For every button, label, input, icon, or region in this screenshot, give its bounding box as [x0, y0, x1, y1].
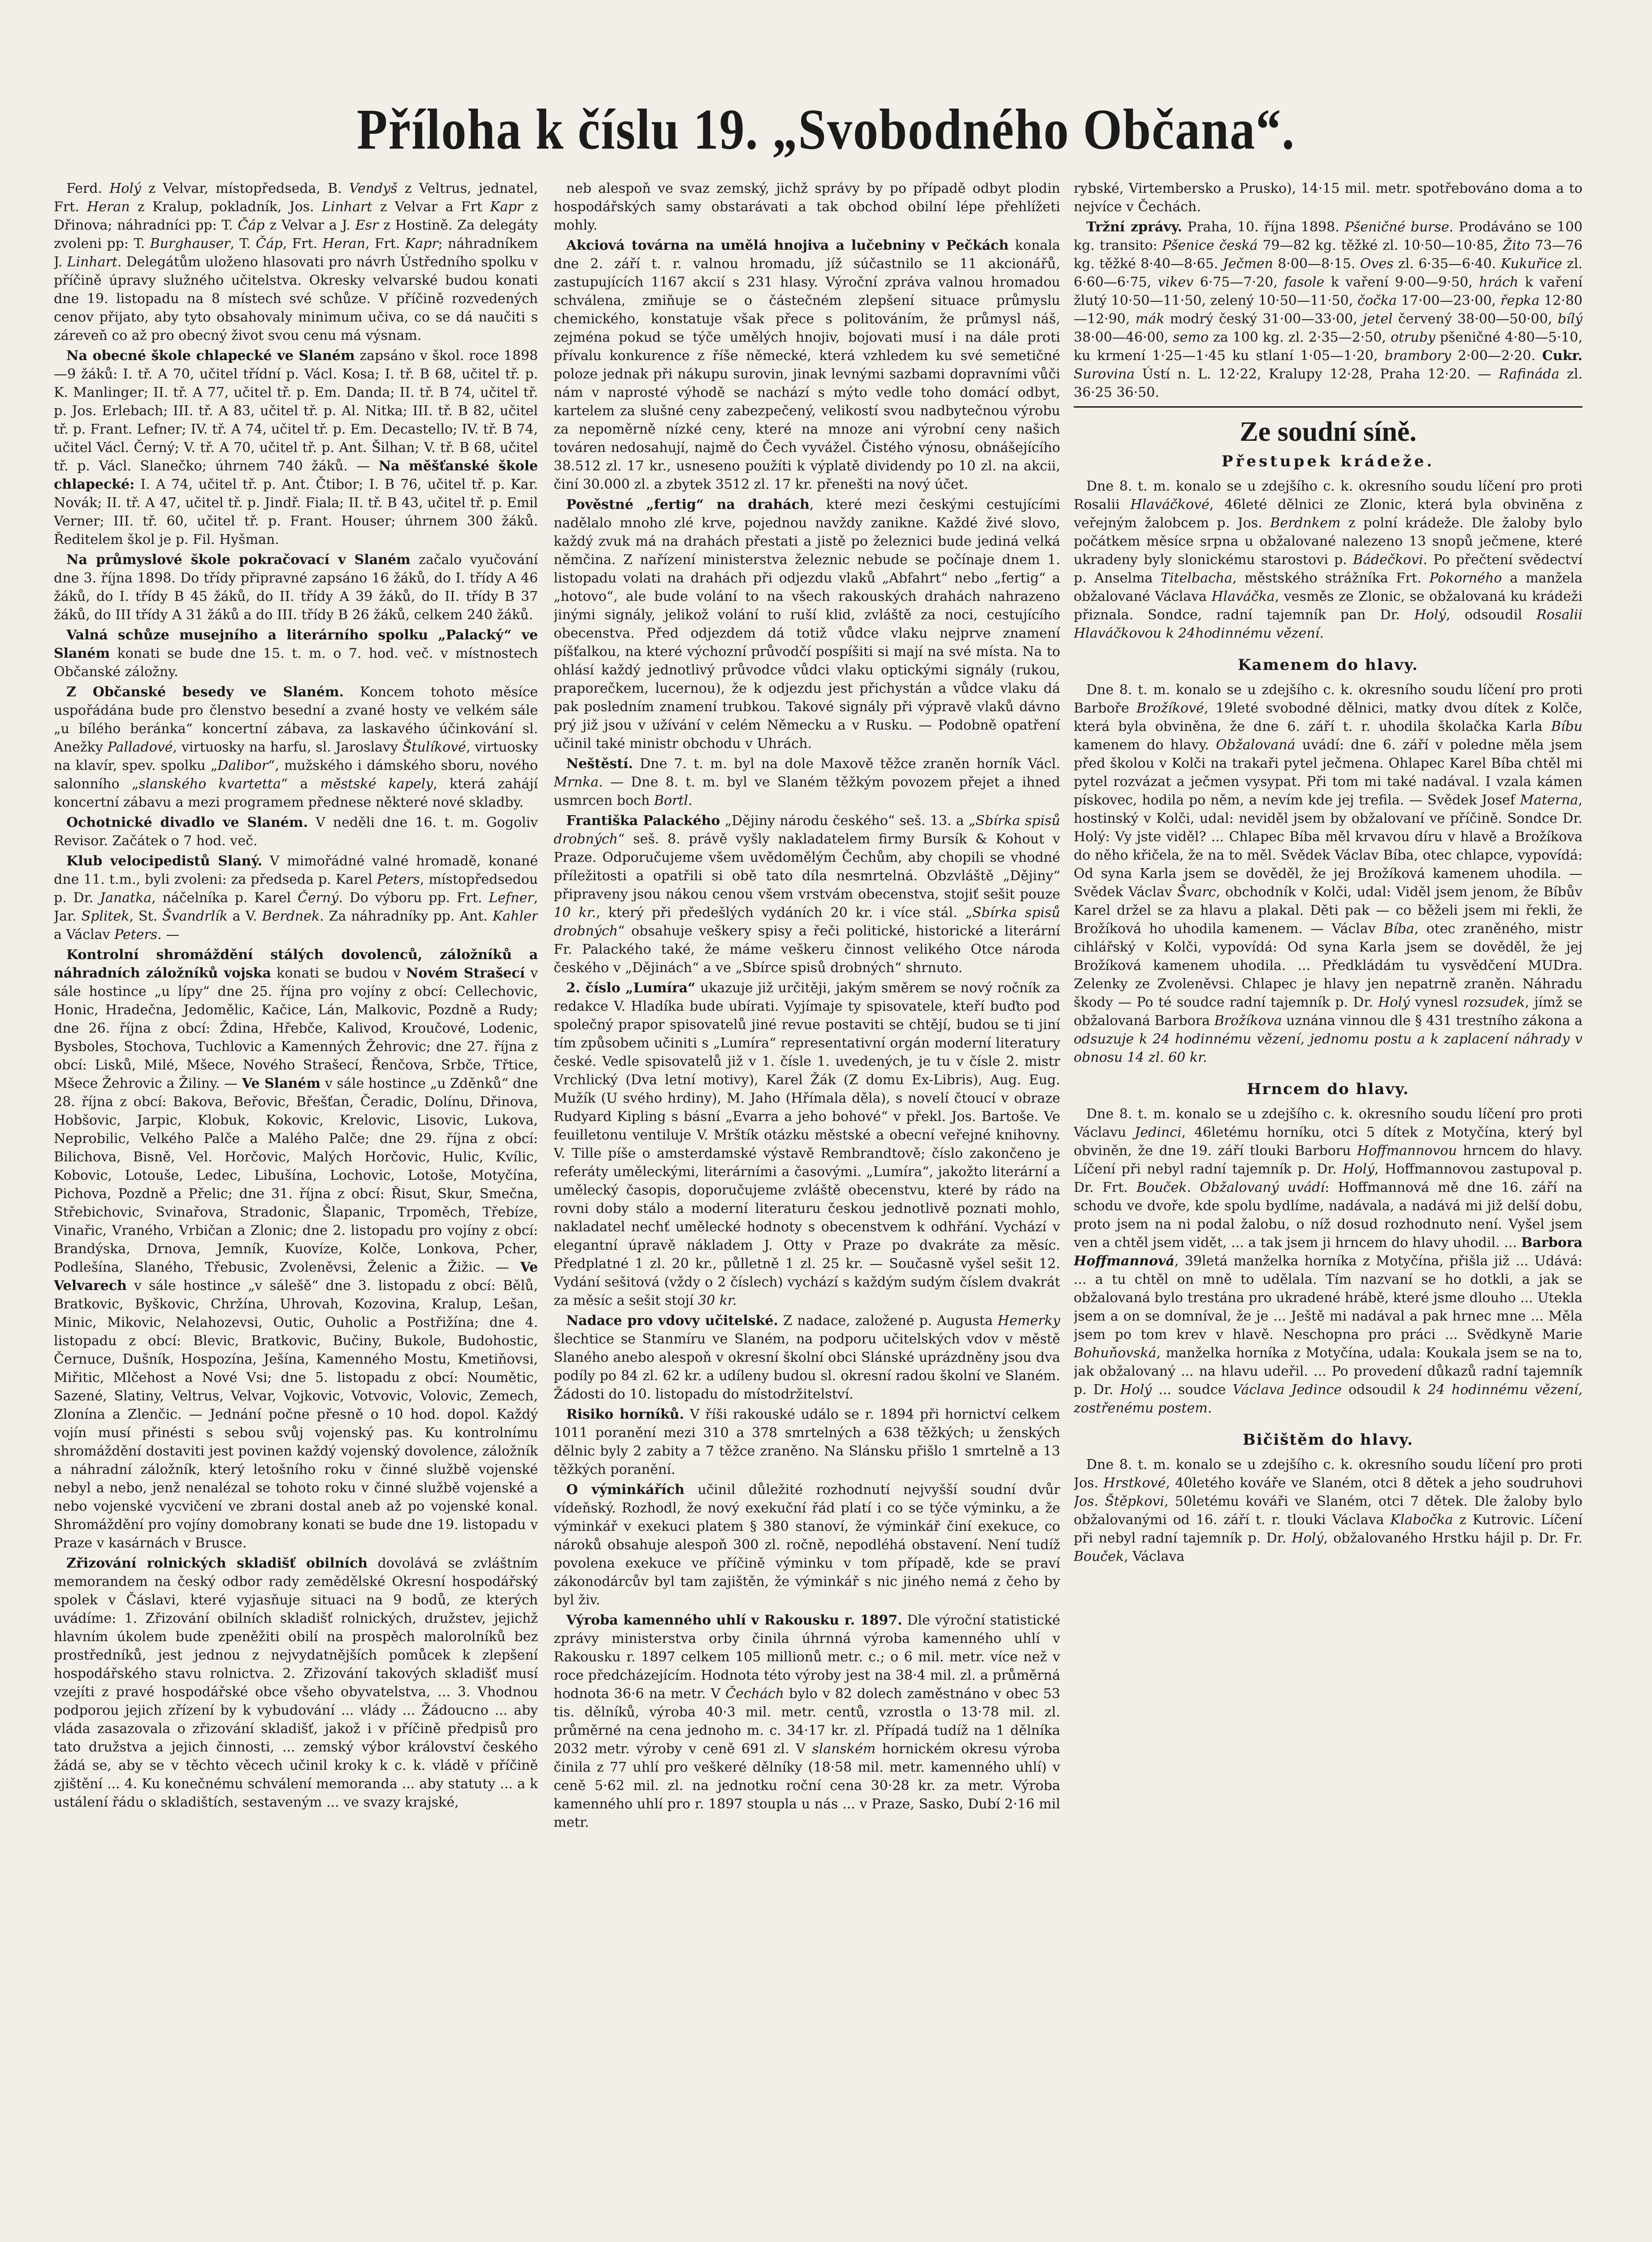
article-paragraph: neb alespoň ve svaz zemský, jichž správy by po případě odbyt plodin hospodářských samy obstarávati a tak obchod obilní lépe přehlížeti mohly.: [554, 181, 1060, 233]
article-paragraph: Ferd. Holý z Velvar, místopředseda, B. Vendyš z Veltrus, jednatel, Frt. Heran z Kralup, pokladník, Jos. Linhart z Velvar a Frt Kapr z Dřinova; náhradníci pp: T. Čáp z Velvar a J. Esr z Hostině. Za delegáty zvoleni pp: T. Burghauser, T. Čáp, Frt. Heran, Frt. Kapr; náhradníkem J. Linhart. Delegátům uloženo hlasovati pro návrh Ústředního spolku v příčině úpravy služného učitelstva. Okresky velvarské budou konati dne 19. listopadu na 8 místech své schůze. V příčině rozvedených cenov přijato, aby tyto obsahovaly minimum učiva, co se dá naučiti s záreveň co až pro obecný život svou cenu má výsnam.: [54, 181, 538, 343]
court-subsection-title: Přestupek krádeže.: [1221, 452, 1435, 470]
article-paragraph: Valná schůze musejního a literárního spolku „Palacký“ ve Slaném konati se bude dne 15. t. m. o 7. hod. več. v místnostech Občanské záložny.: [54, 627, 538, 680]
court-report-paragraph: Dne 8. t. m. konalo se u zdejšího c. k. okresního soudu líčení pro proti Rosalii Hlaváčkové, 46leté dělnici ze Zlonic, která byla obviněna z veřejným žalobcem p. Jos. Berdnkem z polní krádeže. Dle žaloby bylo počátkem měsíce srpna u obžalované nalezeno 13 snopů ječmene, které ukradeny byly slonickému starostovi p. Bádečkovi. Po přečtení svědectví p. Anselma Titelbacha, městského strážníka Frt. Pokorného a manžela obžalované Václava Hlaváčka, vesměs ze Zlonic, se obžalovaná ku krádeži přiznala. Sondce, radní tajemník pan Dr. Holý, odsoudil Rosalii Hlaváčkovou k 24hodinnému vězení.: [1074, 478, 1583, 641]
masthead-title: Příloha k číslu 19. „Svobodného Občana“.: [356, 97, 1296, 162]
article-paragraph: Františka Palackého „Dějiny národu českého“ seš. 13. a „Sbírka spisů drobných“ seš. 8. právě vyšly nakladatelem firmy Bursík & Kohout v Praze. Odporučujeme všem uvědomělým Čechům, aby chopili se vhodné příležitosti a opatřili si obě tato díla nesmrtelná. Obzvláště „Dějiny“ připraveny jsou nákou cenou všem vrstvám obecenstva, stojiť sešit pouze 10 kr., který při předešlých vydáních 20 kr. i více stál. „Sbírka spisů drobných“ obsahuje veškery spisy a řeči politické, historické a literární Fr. Palackého také, že máme veškeru činnost velikého Otce národa českého v „Dějinách“ a ve „Sbírce spisů drobných“ shrnuto.: [554, 813, 1060, 976]
article-paragraph: Na obecné škole chlapecké ve Slaném zapsáno v škol. roce 1898—9 žáků: I. tř. A 70, učitel třídní p. Václ. Kosa; I. tř. B 68, učitel tř. p. K. Manlinger; II. tř. A 77, učitel tř. p. Em. Danda; II. tř. B 74, učitel tř. p. Jos. Erlebach; III. tř. A 83, učitel tř. p. Al. Nitka; III. tř. B 82, učitel tř. p. Frant. Lefner; IV. tř. A 74, učitel tř. p. Em. Decastello; IV. tř. B 74, učitel Václ. Černý; V. tř. A 70, učitel tř. p. Ant. Šilhan; V. tř. B 68, učitel tř. p. Václ. Slanečko; úhrnem 740 žáků. — Na měšťanské škole chlapecké: I. A 74, učitel tř. p. Ant. Čtibor; I. B 76, učitel tř. p. Kar. Novák; II. tř. A 47, učitel tř. p. Jindř. Fiala; II. tř. B 43, učitel tř. p. Emil Verner; III. tř. 60, učitel tř. p. Frant. Houser; úhrnem 300 žáků. Ředitelem škol je p. Fil. Hyšman.: [54, 348, 538, 547]
article-paragraph: Klub velocipedistů Slaný. V mimořádné valné hromadě, konané dne 11. t.m., byli zvoleni: za předseda p. Karel Peters, místopředsedou p. Dr. Janatka, náčelníka p. Karel Černý. Do výboru pp. Frt. Lefner, Jar. Splitek, St. Švandrlík a V. Berdnek. Za náhradníky pp. Ant. Kahler a Václav Peters. —: [54, 853, 538, 943]
court-report-paragraph: Dne 8. t. m. konalo se u zdejšího c. k. okresního soudu líčení pro proti Jos. Hrstkové, 40letého kováře ve Slaném, otci 8 dětek a jeho soudruhovi Jos. Štěpkovi, 50letému kováři ve Slaném, otci 7 dětek. Dle žaloby bylo obžalovanými od 16. září t. r. tlouki Václava Klabočka z Kutrovic. Líčení při nebyl radní tajemník p. Dr. Holý, obžalovaného Hrstku hájil p. Dr. Fr. Bouček, Václava: [1074, 1457, 1583, 1564]
article-paragraph: Ochotnické divadlo ve Slaném. V neděli dne 16. t. m. Gogoliv Revisor. Začátek o 7 hod. več.: [54, 815, 538, 849]
article-paragraph: Pověstné „fertig“ na drahách, které mezi českými cestujícími nadělalo mnoho zlé krve, pojednou navždy zanikne. Každé živé slovo, každý zvuk má na drahách přestati a jistě po železnici bude jediná velká němčina. Z nařízení ministerstva železnic nebude se počínaje dnem 1. listopadu volati na drahách při odjezdu vlaků „Abfahrt“ nebo „fertig“ a „hotovo“, ale bude volání to na všech rakouských drahách nahrazeno jinými signály, jelikož volání to ruší klid, zvláště za noci, cestujícího obecenstva. Před odjezdem dá totiž vůdce vlaku nejprve znamení píšťalkou, na které výchozní průvodčí pospíšiti si mají na své místa. Na to ohlásí každý jednotlivý průvodce vůdci vlaku optickými signály (rukou, praporečkem, lucernou), že k odjezdu jest přichystán a vůdce vlaku dá pak posledním znamení trubkou. Takové signály při výpravě vlaků dávno prý již jsou v užívání v celém Německu a v Rusku. — Podobně opatření učinil také ministr obchodu v Uhrách.: [554, 497, 1060, 752]
court-report-paragraph: Dne 8. t. m. konalo se u zdejšího c. k. okresního soudu líčení pro proti Václavu Jedinci, 46letému horníku, otci 5 dítek z Motyčína, který byl obviněn, že dne 19. září tlouki Barboru Hoffmannovou hrncem do hlavy. Líčení při nebyl radní tajemník p. Dr. Holý, Hoffmannovou zastupoval p. Dr. Frt. Bouček. Obžalovaný uvádí: Hoffmannová mě dne 16. září na schodu ve dvoře, kde spolu bydlíme, nadávala, a nadává mi již delší dobu, proto jsem na ni podal žalobu, o níž dosud rozhodnuto není. Vyšel jsem ven a chtěl jsem vidět, ... a tak jsem ji hrncem do hlavy uhodil. ... Barbora Hoffmannová, 39letá manželka horníka z Motyčína, přišla již ... Udává: ... a tu chtěl on mně to udělala. Tím nazvaní se ho dotkli, a jak se obžalovaná bylo trestána pro ukradené hrábě, které jsme dlouho ... Utekla jsem a on se domníval, že je ... Ještě mi nadával a pak hrnec mne ... Měla jsem po tom krev v hlavě. Neschopna pro práci ... Svědkyně Marie Bohuňovská, manželka horníka z Motyčína, udala: Koukala jsem se na to, jak obžalovaný ... na hlavu udeřil. ... Po provedení důkazů radní tajemník p. Dr. Holý ... soudce Václava Jedince odsoudil k 24 hodinnému vězení, zostřenému postem.: [1074, 1106, 1583, 1416]
article-paragraph: Neštěstí. Dne 7. t. m. byl na dole Maxově těžce zraněn horník Václ. Mrnka. — Dne 8. t. m. byl ve Slaném těžkým povozem přejet a ihned usmrcen boch Bortl.: [554, 756, 1060, 808]
court-case-title: Hrncem do hlavy.: [1247, 1080, 1409, 1098]
court-section-title: Ze soudní síně.: [1240, 417, 1417, 447]
article-paragraph: Z Občanské besedy ve Slaném. Koncem tohoto měsíce uspořádána bude pro členstvo besední a zvané hosty ve velkém sále „u bílého beránka“ koncertní zábava, za laskavého účinkování sl. Anežky Palladové, virtuosky na harfu, sl. Jaroslavy Štulíkové, virtuosky na klavír, spev. spolku „Dalibor“, mužského i dámského sboru, nového salonního „slanského kvartetta“ a městské kapely, která zahájí koncertní zábavu a mezi programem přednese některé nové skladby.: [54, 684, 538, 810]
column-3: [1074, 179, 1583, 2242]
trade-export-note: rybské, Virtembersko a Prusko), 14·15 mil. metr. spotřebováno doma a to nejvíce v Čechách.: [1074, 181, 1583, 215]
court-report-paragraph: Dne 8. t. m. konalo se u zdejšího c. k. okresního soudu líčení pro proti Barboře Brožíkové, 19leté svobodné dělnici, matky dvou dítek z Kolče, která byla obviněna, že dne 6. září t. r. uhodila školačka Karla Bíbu kamenem do hlavy. Obžalovaná uvádí: dne 6. září v poledne měla jsem před školou v Kolči na trakaři pytel ječmena. Ohlapec Karel Bíba chtěl mi pytel rozvázat a ječmen vysypat. Při tom mi také nadával. I vzala kámen pískovec, hodila po něm, a nevím kde jej trefila. — Svědek Josef Materna, hostinský v Kolči, udal: neviděl jsem by obžalovaní ve příčině. Sondce Dr. Holý: Vy jste viděl? ... Chlapec Bíba měl krvavou díru v hlavě a Brožíkova do něho křičela, že na to měl. Svědek Václav Bíba, otec chlapce, vypovídá: Od syna Karla jsem se dověděl, že jej Brožíková kamenem uhodila. — Svědek Václav Švarc, obchodník v Kolči, udal: Viděl jsem jenom, že Bíbův Karel držel se za hlavu a plakal. Děti pak — co běželi jsem mi řekli, že Brožíková ho uhodila kamenem. — Václav Bíba, otec zraněného, mistr cihlářský v Kolči, vypovídá: Od syna Karla jsem se dověděl, že jej Brožíková kamenem uhodila. ... Předkládám tu vysvědčení MUDra. Zelenky ze Zvoleněvsi. Chlapec je hlavy jen nepatrně zraněn. Náhradu škody — Po té soudce radní tajemník p. Dr. Holý vynesl rozsudek, jímž se obžalovaná Barbora Brožíkova uznána vinnou dle § 431 trestního zákona a odsuzuje k 24 hodinnému vězení, jednomu postu a k zaplacení náhrady v obnosu 14 zl. 60 kr.: [1074, 682, 1583, 1065]
court-reports: [1074, 477, 1583, 1566]
article-paragraph: Nadace pro vdovy učitelské. Z nadace, založené p. Augusta Hemerky šlechtice se Stanmíru ve Slaném, na podporu učitelských vdov v městě Slaného anebo alespoň v okresní školní obci Slánské uprázdněny jsou dva podíly po 84 zl. 62 kr. a udíleny budou sl. okresní radou školní ve Slaném. Žádosti do 10. listopadu do místodržitelství.: [554, 1313, 1060, 1402]
court-case-title: Kamenem do hlavy.: [1238, 656, 1418, 674]
section-divider: [1074, 406, 1583, 408]
article-paragraph: Kontrolní shromáždění stálých dovolenců, záložníků a náhradních záložníků vojska konati se budou v Novém Strašecí v sále hostince „u lípy“ dne 25. října pro vojíny z obcí: Cellechovic, Honic, Hradečna, Jedomělic, Kačice, Lán, Malkovic, Pozdně a Rudy; dne 26. října z obcí: Ždina, Hřebče, Kalivod, Kroučové, Lodenic, Bysboles, Stochova, Tuchlovic a Kamenných Žehrovic; dne 27. října z obcí: Lisků, Milé, Mšece, Nového Strašecí, Řenčova, Srbče, Třtice, Mšece Žehrovic a Žiliny. — Ve Slaném v sále hostince „u Zděnků“ dne 28. října z obcí: Bakova, Beřovic, Břešťan, Čeradic, Dolínu, Dřinova, Hobšovic, Jarpic, Klobuk, Kokovic, Krelovic, Lisovic, Lukova, Neprobilic, Velkého Palče a Malého Palče; dne 29. října z obcí: Bilichova, Bisně, Vel. Horčovic, Malých Horčovic, Hulic, Kvílic, Kobovic, Lotouše, Ledec, Libušína, Lochovic, Lotoše, Motyčína, Pichova, Pozdně a Přelic; dne 31. října z obcí: Řisut, Skur, Smečna, Střebichovic, Svinařova, Stradonic, Šlapanic, Trpoměch, Třebíze, Vinařic, Vraného, Vrbičan a Zlonic; dne 2. listopadu pro vojíny z obcí: Brandýska, Drnova, Jemník, Kuovíze, Kolče, Lonkova, Pcher, Podlešína, Slaného, Třebusic, Zvoleněvsi, Želenic a Žižic. — Ve Velvarech v sále hostince „v sálešě“ dne 3. listopadu z obcí: Bělů, Bratkovic, Byškovic, Chržína, Uhrovah, Kozovina, Kralup, Lešan, Minic, Mikovic, Nelahozevsi, Outic, Ouholic a Postřižína; dne 4. listopadu z obcí: Blevic, Bratkovic, Bučiny, Bukole, Budohostic, Černuce, Dušník, Hospozína, Ješína, Kamenného Mostu, Kmetiňovsi, Miřitic, Mlčehost a Nové Vsi; dne 5. listopadu z obcí: Noumětic, Sazené, Slatiny, Veltrus, Velvar, Vojkovic, Votvovic, Volovic, Zemech, Zlonína a Zlenčic. — Jednání počne přesně o 10 hod. dopol. Každý vojín musí přinésti s sebou svůj vojenský pas. Ku kontrolnímu shromáždění dostaviti jest povinen každý vojenský dovolence, záložník a náhradní záložník, který letošního roku v činné službě vojenské nebyl a nebo, jenž nenalézal se tohoto roku v činné službě vojenské a nebo vojenské vycvičení ve zbrani dostal aneb až po vojenské konal. Shromáždění pro vojíny domobrany konati se bude dne 19. listopadu v Praze v kasárnách v Brusce.: [54, 947, 538, 1551]
article-paragraph: Zřizování rolnických skladišť obilních dovolává se zvláštním memorandem na český odbor rady zemědělské Okresní hospodářský spolek v Čáslavi, které vyjasňuje situaci na 9 bodů, ze kterých uvádíme: 1. Zřizování obilních skladišť rolnických, družstev, jejichž hlavním úkolem bude zpeněžiti obilí na prospěch malorolníků bez prostředníků, jest jednou z nejvydatnějších pomůcek k zlepšení hospodářského stavu rolnictva. 2. Zřizování takových skladišť musí vzejíti z pravé hospodářské obce všeho obyvatelstva, ... 3. Vhodnou podporou jejich zřízení by k vybudování ... vlády ... Žádoucno ... aby vláda zasazovala o zřizování skladišť, jakož i v příčině předpisů pro tato družstva a jejich činnosti, ... zemský výbor království českého žádá se, aby se v těchto věcech učinil kroky k c. k. vládě v příčině zjištění ... 4. Ku konečnému schválení memoranda ... aby statuty ... a k ustálení řádu o skladištích, sestaveným ... ve svazy krajské,: [54, 1555, 538, 1810]
market-report: Tržní zprávy. Praha, 10. října 1898. Pšeničné burse. Prodáváno se 100 kg. transito: Pšenice česká 79—82 kg. těžké zl. 10·50—10·85, Žito 73—76 kg. těžké 8·40—8·65. Ječmen 8·00—8·15. Oves zl. 6·35—6·40. Kukuřice zl. 6·60—6·75, vikev 6·75—7·20, fasole k vaření 9·00—9·50, hrách k vaření žlutý 10·50—11·50, zelený 10·50—11·50, čočka 17·00—23·00, řepka 12·80—12·90, mák modrý český 31·00—33·00, jetel červený 38·00—50·00, bílý 38·00—46·00, semo za 100 kg. zl. 2·35—2·50, otruby pšeničné 4·80—5·10, ku krmení 1·25—1·45 ku stlaní 1·05—1·20, brambory 2·00—2·20. Cukr. Surovina Ústí n. L. 12·22, Kralupy 12·28, Praha 12·20. — Rafináda zl. 36·25 36·50.: [1074, 219, 1583, 400]
article-paragraph: Akciová továrna na umělá hnojiva a lučebniny v Pečkách konala dne 2. září t. r. valnou hromadu, jíž súčastnilo se 11 akcionářů, zastupujících 1167 akcií s 231 hlasy. Výroční zpráva valnou hromadou schválena, zmiňuje se o částečném zlepšení situace průmyslu chemického, konstatuje však přece s politováním, že průmysl náš, zejména pokud se týče umělých hnojiv, bojovati musí i na dále proti přívalu konkurence z říše německé, která vzhledem ku své semetičné poloze jednak při nákupu surovin, jinak levnými sazbami dopravními vůči nám v naprosté výhodě se nachází s mýto vedle toho domácí odbyt, kartelem za slušné ceny zabezpečený, velikostí svou nadbytečnou výrobu za nepoměrně nízké ceny, které na mnoze ani výrobní ceny našich továren nedosahují, najmě do Čech vyvážel. Čistého výnosu, obnášejícího 38.512 zl. 17 kr., usneseno použíti k výplatě dividendy po 10 zl. na akcii, činí 30.000 zl. a zbytek 3512 zl. 17 kr. přenešti na nový účet.: [554, 238, 1060, 492]
court-case-title: Bičištěm do hlavy.: [1243, 1431, 1414, 1449]
article-paragraph: Risiko horníků. V říši rakouské událo se r. 1894 při hornictví celkem 1011 poranění mezi 310 a 378 smrtelných a 638 těžkých; u ženských dělnic byly 2 zabity a 7 těžce zraněno. Na Slánsku přišlo 1 smrtelně a 13 těžkých poranění.: [554, 1407, 1060, 1477]
column-2: [554, 179, 1060, 2242]
article-paragraph: 2. číslo „Lumíra“ ukazuje již určitěji, jakým směrem se nový ročník za redakce V. Hladíka bude ubírati. Vyjímaje ty spisovatele, kteří buďto pod společný prapor spisovatelů jiné revue postaviti se chtějí, budou se ti jiní tím způsobem učiniti s „Lumíra“ representativní orgán moderní literatury české. Vedle spisovatelů již v 1. čísle 1. uvedených, je tu v čísle 2. mistr Vrchlický (Dva letní motivy), Karel Žák (Z domu Ex-Libris), Aug. Eug. Mužík (U svého hrdiny), M. Jaho (Hřímala děla), s novelí čtoucí v obraze Rudyard Kipling s básní „Evarra a jeho bohové“ v překl. Jos. Bartoše. Ve feuilletonu ventiluje V. Mrštík otázku městské a obecní veřejné knihovny. V. Tille píše o amsterdamské výstavě Rembrandtově; číslo zakončeno je referáty uměleckými, literárními a časovými. „Lumíra“, jakožto literární a umělecký časopis, doporučujeme zvláště obecenstvu, které by rádo na rovni doby stálo a moderní literaturu českou jednotlivě poznati mohlo, nakladatel nechť umělecké hodnoty s obecenstvem k odhřání. Vychází v elegantní úpravě nákladem J. Otty v Praze po dvakráte za měsíc. Předplatné 1 zl. 20 kr., půlletně 1 zl. 25 kr. — Současně vyšel sešit 12. Vydání sešitová (vždy o 2 číslech) vychází s každým sudým číslem dvakrát za měsíc a sešit stojí 30 kr.: [554, 980, 1060, 1308]
article-paragraph: O výminkářích učinil důležité rozhodnutí nejvyšší soudní dvůr vídeňský. Rozhodl, že nový exekuční řád platí i co se týče výminku, a že výminkář v exekuci platem § 380 stanoví, že výminkář činí exekuce, co nároků obsahuje alespoň 300 zl. ročně, nepodléhá obstavení. Není tudíž povolena exekuce ve příčině výminku v tom případě, kde se praví zákonodárcův byl tam zajištěn, že výminkář s nic jiného nemá z čeho by byl živ.: [554, 1482, 1060, 1608]
article-paragraph: Na průmyslové škole pokračovací v Slaném začalo vyučování dne 3. října 1898. Do třídy připravné zapsáno 16 žáků, do I. třídy A 46 žáků, do I. třídy B 45 žáků, do II. třídy A 39 žáků, do II. třídy B 37 žáků, do III třídy A 31 žáků a do III. třídy B 26 žáků, celkem 240 žáků.: [54, 552, 538, 623]
column-1: [54, 179, 538, 2242]
article-paragraph: Výroba kamenného uhlí v Rakousku r. 1897. Dle výroční statistické zprávy ministerstva orby činila úhrnná výroba kamenného uhlí v Rakousku r. 1897 celkem 105 millionů metr. c.; o 6 mil. metr. více než v roce předcházejícím. Hodnota této výroby jest na 38·4 mil. zl. a průměrná hodnota 36·6 na metr. V Čechách bylo v 82 dolech zaměstnáno v obec 53 tis. dělníků, výroba 40·3 mil. metr. centů, vzrostla o 13·78 mil. zl. průměrné na cena jednoho m. c. 34·17 kr. zl. Případá tudíž na 1 dělníka 2032 metr. výroby v ceně 691 zl. V slanském hornickém okresu výroba činila z 77 uhlí pro veškeré dělníky (18·58 mil. metr. kamenného uhlí) v ceně 5·62 mil. zl. na jednotku roční cena 30·28 kr. za metr. Výroba kamenného uhlí pro r. 1897 stoupla u nás ... v Praze, Sasko, Dubí 2·16 mil metr.: [554, 1612, 1060, 1830]
